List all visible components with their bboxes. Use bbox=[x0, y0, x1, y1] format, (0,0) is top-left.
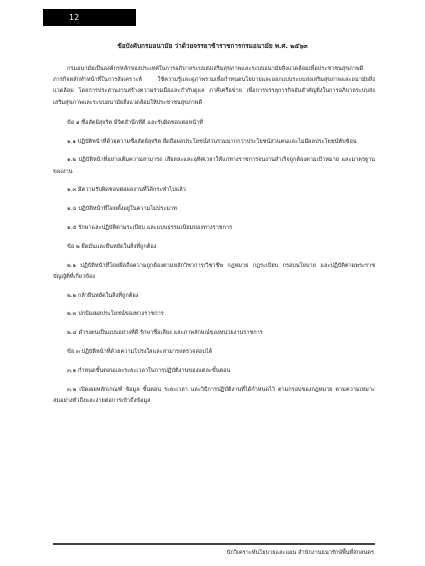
clause-3-2: ๓.๒ เปิดเผยหลักเกณฑ์ ข้อมูล ขั้นตอน ระยะเวลา และวิธีการปฏิบัติงานที่ได้กำหนดไว้ ตามกรอบของกฎหมาย ตามความเหมาะสมอย่างทั่วถึงและง่ายต่อการเข้าถึงข้อมูล bbox=[53, 386, 375, 404]
clause-2-1: ๒.๑ ปฏิบัติหน้าที่โดยยึดถือความถูกต้องตามหลักวิชาการ/วิชาชีพ กฎหมาย กฎระเบียบ กรอบนโยบาย และปฏิบัติตามพระราชบัญญัติที่เกี่ยวข้อง bbox=[53, 262, 375, 280]
clause-2-heading: ข้อ ๒ ยึดมั่นและยืนหยัดในสิ่งที่ถูกต้อง bbox=[67, 243, 157, 250]
page-number-tab bbox=[43, 9, 136, 26]
clause-2-3: ๒.๓ ปกป้องผลประโยชน์ของทางราชการ bbox=[67, 311, 164, 318]
clause-2-2: ๒.๒ กล้ายืนหยัดในสิ่งที่ถูกต้อง bbox=[67, 292, 139, 299]
clause-3-1: ๓.๑ กำหนดขั้นตอนและระยะเวลาในการปฏิบัติงานของแต่ละขั้นตอน bbox=[67, 367, 231, 374]
clause-1-3: ๑.๓ มีความรับผิดชอบต่อผลงานที่ได้กระทำไปแล้ว bbox=[67, 187, 186, 194]
clause-1-4: ๑.๔ ปฏิบัติหน้าที่โดยตั้งอยู่ในความไม่ประมาท bbox=[67, 206, 177, 213]
clause-2-4: ๒.๔ ดำรงตนเป็นแบบอย่างที่ดี รักษาชื่อเสียง และภาพลักษณ์ของหน่วยงานราชการ bbox=[67, 330, 263, 337]
footer-text: นักวิเคราะห์นโยบายและแผน สำนักงานธนารักษ์พื้นที่สกลนคร bbox=[226, 550, 374, 556]
clause-3-heading: ข้อ ๓ ปฏิบัติหน้าที่ด้วยความโปร่งใสและสามารถตรวจสอบได้ bbox=[67, 348, 213, 355]
clause-1-5: ๑.๕ รักษาและปฏิบัติตามระเบียบ และแบบธรรมเนียมของทางราชการ bbox=[67, 225, 233, 231]
clause-1-heading: ข้อ ๑ ซื่อสัตย์สุจริต มีจิตสำนึกที่ดี และรับผิดชอบต่อหน้าที่ bbox=[67, 119, 203, 126]
intro-paragraph: กรมอนามัยเป็นองค์กรหลักของประเทศในการอภิบาลระบบส่งเสริมสุขภาพและระบบอนามัยสิ่งแวดล้อมเพื่อประชาชนสุขภาพดี ภารกิจหลักทำหน้าที่ในการสังเคราะห์ ใช้ความรู้และดูภาพรวมเพื่อกำหนดนโยบายและออกแบบระบบส่งเสริมสุขภาพและอนามัยสิ่งแวดล้อม โดยการประสานงานสร้างความร่วมมือและกำกับดูแล ภาคีเครือข่าย เพื่อการบรรลุการกิจอันสำคัญยิ่งในการอภิบาลระบบส่งเสริมสุขภาพและระบบอนามัยสิ่งแวดล้อมให้ประชาชนสุขภาพดี bbox=[53, 66, 375, 106]
document-body bbox=[53, 64, 375, 415]
page-number: 12 bbox=[69, 13, 80, 22]
clause-1-1: ๑.๑ ปฏิบัติหน้าที่ด้วยความซื่อสัตย์สุจริต ยึดถือผลประโยชน์ส่วนรวมมากกว่าประโยชน์ส่วนตนและไม่มีผลประโยชน์ทับซ้อน bbox=[67, 138, 357, 145]
clause-1-2: ๑.๒ ปฏิบัติหน้าที่อย่างเต็มความสามารถ เสียสละและอุทิศเวลาให้แก่ทางราชการจนงานสำเร็จถูกต้องตามเป้าหมาย และมาตรฐานของงาน bbox=[53, 157, 375, 175]
document-title: ข้อบังคับกรมอนามัย ว่าด้วยจรรยาข้าราชการกรมอนามัย พ.ศ. ๒๕๖๓ bbox=[117, 42, 308, 50]
footer-divider bbox=[53, 543, 375, 545]
